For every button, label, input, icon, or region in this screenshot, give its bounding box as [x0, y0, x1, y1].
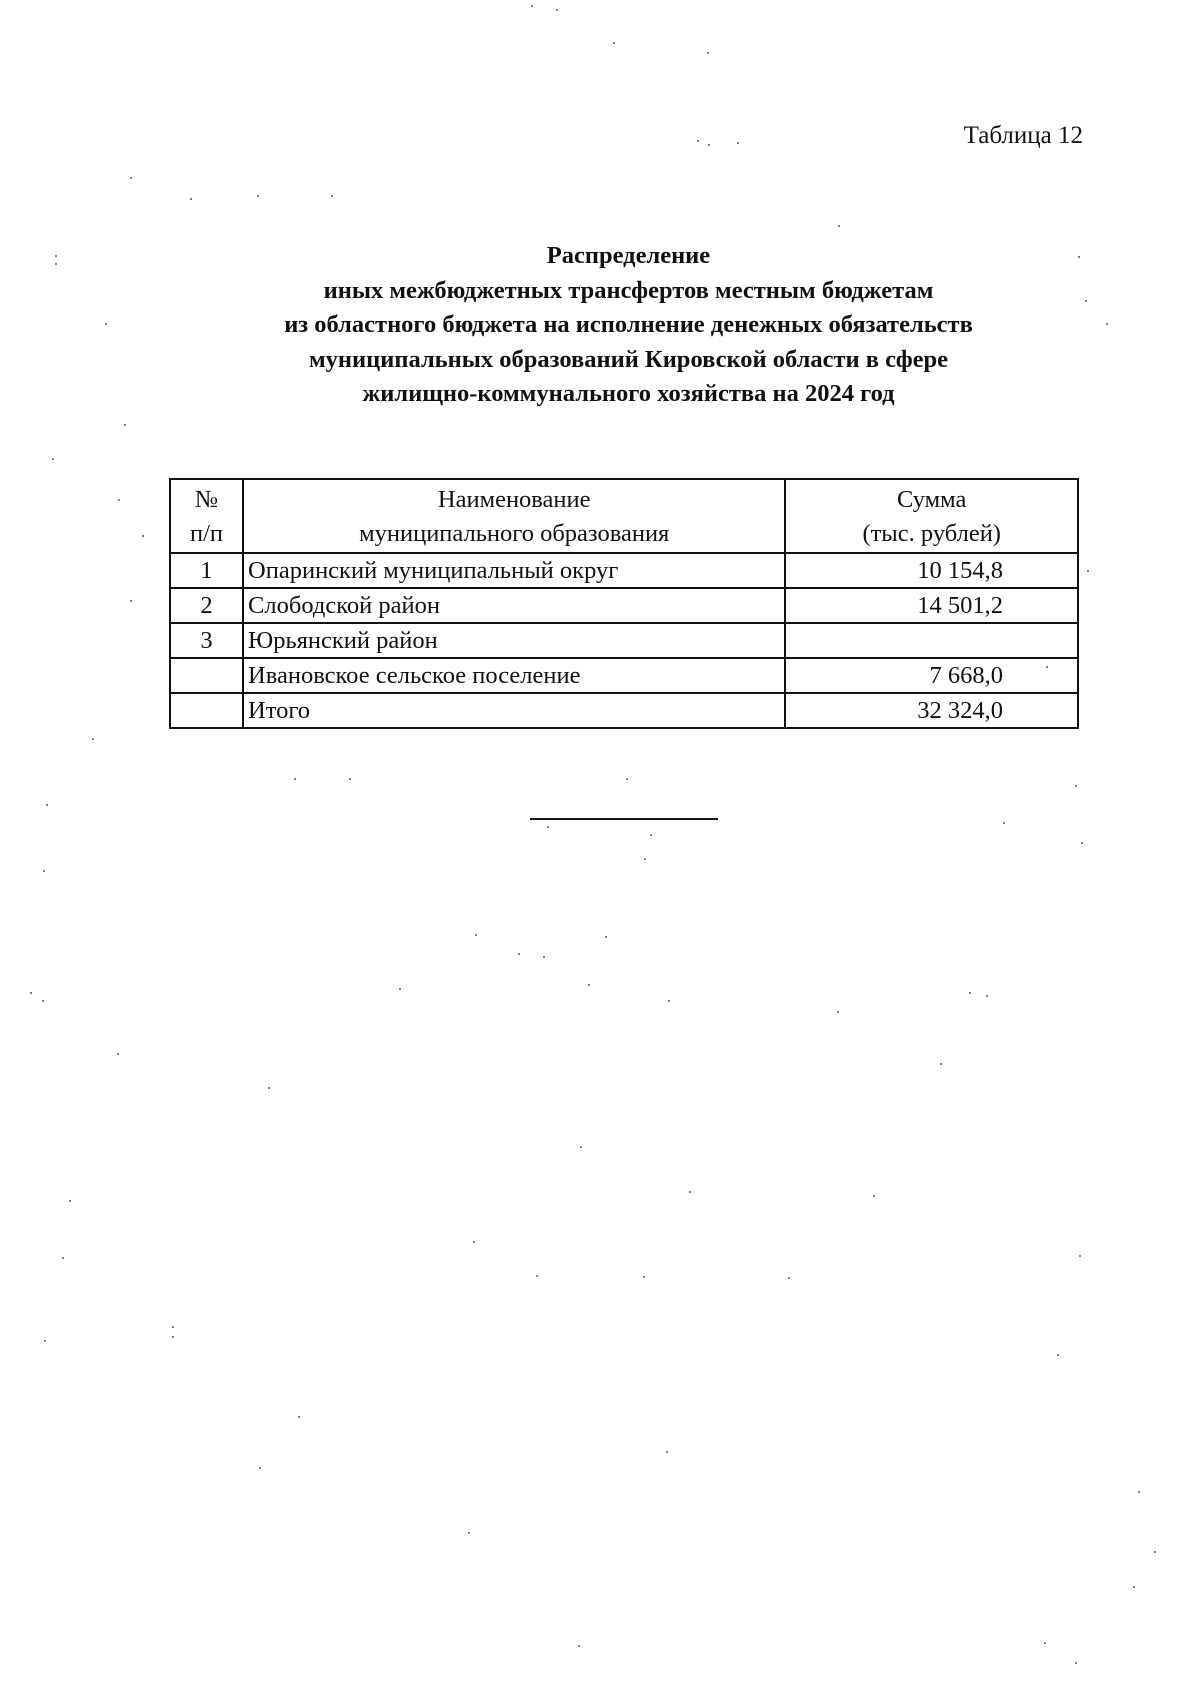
title-line: Распределение — [546, 242, 711, 269]
header-sum-line1: Сумма — [897, 485, 967, 513]
row-number — [170, 658, 243, 693]
row-name: Опаринский муниципальный округ — [243, 553, 785, 588]
row-sum: 7 668,0 — [785, 658, 1078, 693]
table-header-row — [170, 479, 1078, 553]
table-row — [170, 553, 1078, 588]
table-number-label: Таблица 12 — [963, 122, 1083, 149]
row-number — [170, 693, 243, 728]
header-name — [243, 479, 785, 553]
title-line: из областного бюджета на исполнение денежных обязательств — [284, 311, 973, 338]
header-sum-line2: (тыс. рублей) — [862, 519, 1001, 547]
header-sum — [785, 479, 1078, 553]
row-sum: 10 154,8 — [785, 553, 1078, 588]
header-name-line2: муниципального образования — [359, 519, 670, 547]
allocation-table — [169, 478, 1079, 729]
title-line: муниципальных образований Кировской области в сфере — [308, 345, 949, 373]
table-row — [170, 588, 1078, 623]
header-number-line2: п/п — [190, 519, 224, 547]
row-number: 3 — [170, 623, 243, 658]
header-number-line1: № — [194, 485, 219, 513]
row-name: Слободской район — [243, 588, 785, 623]
document-title — [0, 239, 1200, 412]
row-sum — [785, 623, 1078, 658]
row-number: 1 — [170, 553, 243, 588]
table-row — [170, 623, 1078, 658]
header-name-line1: Наименование — [437, 485, 591, 513]
row-name: Итого — [243, 693, 785, 728]
row-name: Юрьянский район — [243, 623, 785, 658]
title-line: жилищно-коммунального хозяйства на 2024 год — [362, 380, 895, 407]
header-number — [170, 479, 243, 553]
table-total-row — [170, 693, 1078, 728]
row-sum: 32 324,0 — [785, 693, 1078, 728]
row-number: 2 — [170, 588, 243, 623]
title-line: иных межбюджетных трансфертов местным бюджетам — [323, 276, 934, 304]
row-sum: 14 501,2 — [785, 588, 1078, 623]
end-of-document-rule — [530, 818, 718, 820]
row-name: Ивановское сельское поселение — [243, 658, 785, 693]
table-row — [170, 658, 1078, 693]
